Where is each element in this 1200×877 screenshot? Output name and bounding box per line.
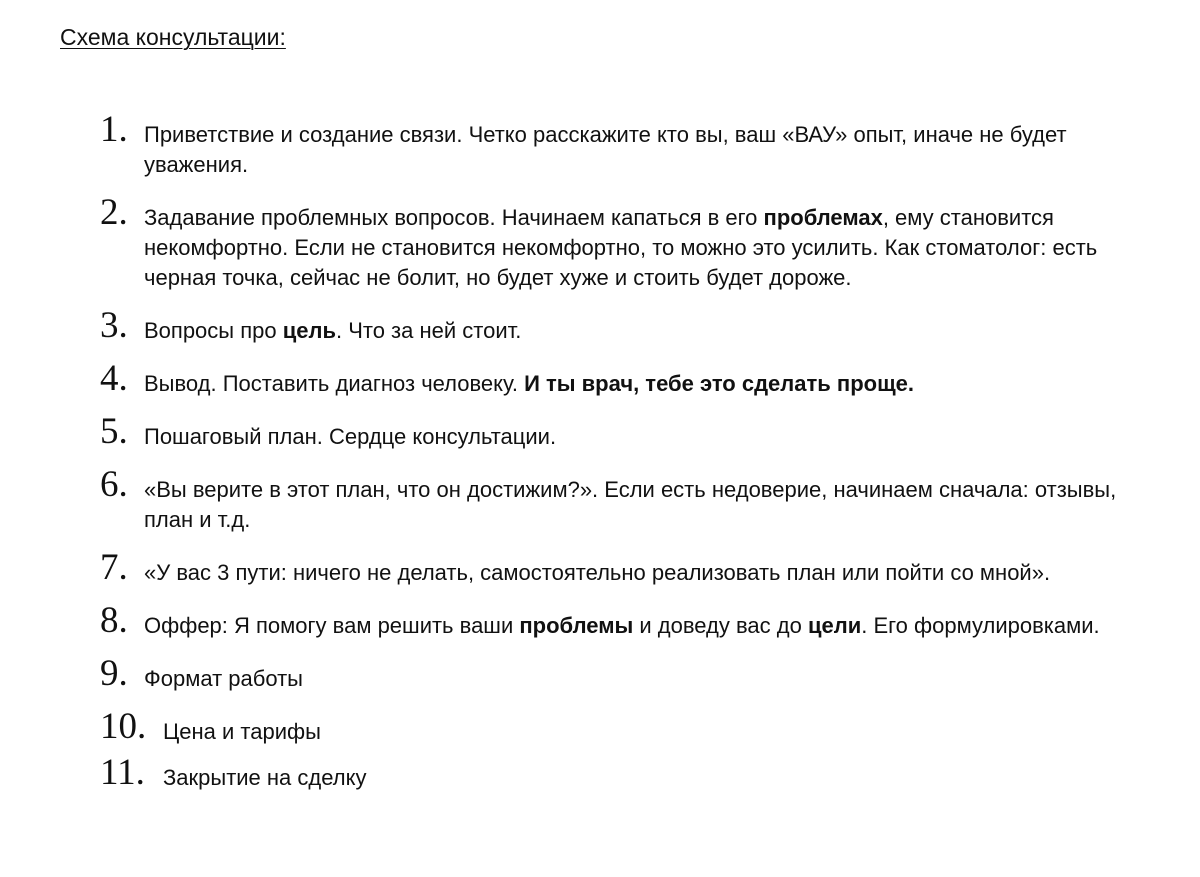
item-number: 8.	[100, 600, 128, 641]
item-text: Вывод. Поставить диагноз человеку. И ты врач, тебе это сделать проще.	[144, 371, 914, 396]
consultation-steps-list	[100, 106, 1160, 795]
list-item-6	[100, 461, 1160, 535]
item-number: 11.	[100, 752, 145, 793]
list-item-7	[100, 544, 1160, 588]
list-item-3	[100, 302, 1160, 346]
emphasis: цель	[282, 318, 336, 343]
list-item-8	[100, 597, 1160, 641]
item-text: Цена и тарифы	[163, 719, 321, 744]
item-number: 10.	[100, 706, 147, 747]
list-item-5	[100, 408, 1160, 452]
item-number: 4.	[100, 358, 128, 399]
item-text: Закрытие на сделку	[163, 765, 367, 790]
item-number: 2.	[100, 192, 128, 233]
list-item-4	[100, 355, 1160, 399]
item-number: 5.	[100, 411, 128, 452]
item-text: Формат работы	[144, 666, 303, 691]
emphasis: И ты врач, тебе это сделать проще.	[524, 371, 914, 396]
item-number: 1.	[100, 109, 128, 150]
list-item-10	[100, 703, 1160, 747]
page-title: Схема консультации:	[60, 24, 286, 50]
emphasis: проблемах	[763, 205, 883, 230]
item-text: «У вас 3 пути: ничего не делать, самостоятельно реализовать план или пойти со мной».	[144, 560, 1051, 585]
emphasis: проблемы	[519, 613, 634, 638]
item-number: 9.	[100, 653, 128, 694]
item-text: Задавание проблемных вопросов. Начинаем капаться в его проблемах, ему становится некомфортно. Если не становится некомфортно, то можно это усилить. Как стоматолог: есть черная точка, сейчас не болит, но будет хуже и стоить будет дороже.	[144, 205, 1098, 290]
item-text: «Вы верите в этот план, что он достижим?». Если есть недоверие, начинаем сначала: отзывы, план и т.д.	[144, 477, 1117, 532]
list-item-2	[100, 189, 1160, 293]
item-text: Вопросы про цель. Что за ней стоит.	[144, 318, 522, 343]
item-number: 7.	[100, 547, 128, 588]
item-number: 6.	[100, 464, 128, 505]
emphasis: цели	[807, 613, 862, 638]
item-text: Пошаговый план. Сердце консультации.	[144, 424, 557, 449]
item-text: Приветствие и создание связи. Четко расскажите кто вы, ваш «ВАУ» опыт, иначе не будет уважения.	[144, 122, 1067, 177]
list-item-11	[100, 749, 1160, 793]
item-number: 3.	[100, 305, 128, 346]
list-item-1	[100, 106, 1160, 180]
list-item-9	[100, 650, 1160, 694]
item-text: Оффер: Я помогу вам решить ваши проблемы и доведу вас до цели. Его формулировками.	[144, 613, 1100, 638]
